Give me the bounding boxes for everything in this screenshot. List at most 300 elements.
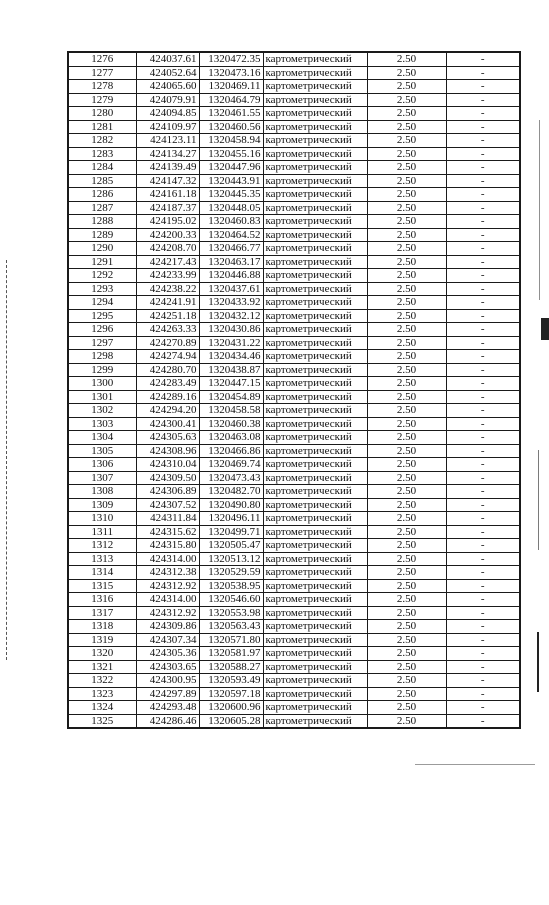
note-cell: -: [446, 215, 520, 229]
table-row: [68, 498, 520, 512]
point-number-cell: 1290: [68, 242, 136, 256]
coordinate-y-cell: 1320466.77: [199, 242, 263, 256]
method-cell: картометрический: [263, 512, 367, 526]
coordinate-x-cell: 424139.49: [136, 161, 199, 175]
point-number-cell: 1313: [68, 552, 136, 566]
coordinate-x-cell: 424312.92: [136, 579, 199, 593]
coordinate-y-cell: 1320593.49: [199, 674, 263, 688]
error-value-cell: 2.50: [367, 52, 446, 66]
table-row: [68, 714, 520, 728]
scan-edge-right-bar: [537, 632, 539, 692]
error-value-cell: 2.50: [367, 566, 446, 580]
coordinate-x-cell: 424310.04: [136, 458, 199, 472]
point-number-cell: 1317: [68, 606, 136, 620]
error-value-cell: 2.50: [367, 242, 446, 256]
point-number-cell: 1320: [68, 647, 136, 661]
method-cell: картометрический: [263, 687, 367, 701]
error-value-cell: 2.50: [367, 674, 446, 688]
error-value-cell: 2.50: [367, 93, 446, 107]
table-row: [68, 296, 520, 310]
note-cell: -: [446, 242, 520, 256]
method-cell: картометрический: [263, 417, 367, 431]
method-cell: картометрический: [263, 107, 367, 121]
coordinate-y-cell: 1320430.86: [199, 323, 263, 337]
point-number-cell: 1309: [68, 498, 136, 512]
point-number-cell: 1294: [68, 296, 136, 310]
coordinate-x-cell: 424308.96: [136, 444, 199, 458]
coordinate-x-cell: 424280.70: [136, 363, 199, 377]
method-cell: картометрический: [263, 552, 367, 566]
error-value-cell: 2.50: [367, 228, 446, 242]
method-cell: картометрический: [263, 620, 367, 634]
coordinate-x-cell: 424294.20: [136, 404, 199, 418]
coordinate-x-cell: 424307.52: [136, 498, 199, 512]
method-cell: картометрический: [263, 228, 367, 242]
note-cell: -: [446, 269, 520, 283]
coordinate-y-cell: 1320438.87: [199, 363, 263, 377]
coordinate-x-cell: 424241.91: [136, 296, 199, 310]
coordinate-x-cell: 424315.80: [136, 539, 199, 553]
method-cell: картометрический: [263, 350, 367, 364]
point-number-cell: 1316: [68, 593, 136, 607]
point-number-cell: 1308: [68, 485, 136, 499]
point-number-cell: 1286: [68, 188, 136, 202]
coordinate-y-cell: 1320538.95: [199, 579, 263, 593]
point-number-cell: 1302: [68, 404, 136, 418]
coordinate-y-cell: 1320458.94: [199, 134, 263, 148]
coordinate-y-cell: 1320464.52: [199, 228, 263, 242]
note-cell: -: [446, 296, 520, 310]
error-value-cell: 2.50: [367, 147, 446, 161]
error-value-cell: 2.50: [367, 282, 446, 296]
note-cell: -: [446, 431, 520, 445]
method-cell: картометрический: [263, 458, 367, 472]
error-value-cell: 2.50: [367, 552, 446, 566]
method-cell: картометрический: [263, 66, 367, 80]
note-cell: -: [446, 80, 520, 94]
point-number-cell: 1301: [68, 390, 136, 404]
note-cell: -: [446, 323, 520, 337]
coordinate-y-cell: 1320472.35: [199, 52, 263, 66]
table-row: [68, 174, 520, 188]
coordinate-y-cell: 1320432.12: [199, 309, 263, 323]
coordinate-x-cell: 424270.89: [136, 336, 199, 350]
point-number-cell: 1325: [68, 714, 136, 728]
point-number-cell: 1310: [68, 512, 136, 526]
coordinate-x-cell: 424283.49: [136, 377, 199, 391]
note-cell: -: [446, 390, 520, 404]
error-value-cell: 2.50: [367, 593, 446, 607]
note-cell: -: [446, 471, 520, 485]
point-number-cell: 1276: [68, 52, 136, 66]
note-cell: -: [446, 444, 520, 458]
error-value-cell: 2.50: [367, 309, 446, 323]
method-cell: картометрический: [263, 161, 367, 175]
table-row: [68, 120, 520, 134]
table-row: [68, 282, 520, 296]
coordinate-x-cell: 424195.02: [136, 215, 199, 229]
coordinate-x-cell: 424306.89: [136, 485, 199, 499]
coordinate-y-cell: 1320455.16: [199, 147, 263, 161]
note-cell: -: [446, 660, 520, 674]
coordinate-y-cell: 1320490.80: [199, 498, 263, 512]
coordinate-x-cell: 424314.00: [136, 552, 199, 566]
table-row: [68, 620, 520, 634]
error-value-cell: 2.50: [367, 714, 446, 728]
coordinate-x-cell: 424200.33: [136, 228, 199, 242]
point-number-cell: 1296: [68, 323, 136, 337]
error-value-cell: 2.50: [367, 269, 446, 283]
coordinate-x-cell: 424233.99: [136, 269, 199, 283]
note-cell: -: [446, 336, 520, 350]
method-cell: картометрический: [263, 80, 367, 94]
table-row: [68, 336, 520, 350]
point-number-cell: 1285: [68, 174, 136, 188]
point-number-cell: 1314: [68, 566, 136, 580]
method-cell: картометрический: [263, 525, 367, 539]
coordinate-x-cell: 424238.22: [136, 282, 199, 296]
point-number-cell: 1278: [68, 80, 136, 94]
error-value-cell: 2.50: [367, 66, 446, 80]
coordinate-y-cell: 1320499.71: [199, 525, 263, 539]
coordinate-x-cell: 424161.18: [136, 188, 199, 202]
error-value-cell: 2.50: [367, 363, 446, 377]
table-row: [68, 687, 520, 701]
error-value-cell: 2.50: [367, 201, 446, 215]
note-cell: -: [446, 579, 520, 593]
method-cell: картометрический: [263, 93, 367, 107]
table-row: [68, 647, 520, 661]
coordinate-y-cell: 1320469.11: [199, 80, 263, 94]
method-cell: картометрический: [263, 282, 367, 296]
coordinate-x-cell: 424309.50: [136, 471, 199, 485]
note-cell: -: [446, 417, 520, 431]
method-cell: картометрический: [263, 444, 367, 458]
coordinate-x-cell: 424274.94: [136, 350, 199, 364]
table-row: [68, 485, 520, 499]
table-row: [68, 323, 520, 337]
table-row: [68, 525, 520, 539]
point-number-cell: 1289: [68, 228, 136, 242]
coordinate-y-cell: 1320600.96: [199, 701, 263, 715]
scan-edge-right-mark: [541, 318, 549, 340]
method-cell: картометрический: [263, 539, 367, 553]
coordinate-y-cell: 1320473.43: [199, 471, 263, 485]
error-value-cell: 2.50: [367, 296, 446, 310]
coordinate-x-cell: 424217.43: [136, 255, 199, 269]
point-number-cell: 1291: [68, 255, 136, 269]
error-value-cell: 2.50: [367, 687, 446, 701]
table-row: [68, 147, 520, 161]
coordinate-x-cell: 424309.86: [136, 620, 199, 634]
note-cell: -: [446, 255, 520, 269]
error-value-cell: 2.50: [367, 120, 446, 134]
point-number-cell: 1288: [68, 215, 136, 229]
coordinates-table-body: [68, 52, 520, 728]
coordinate-x-cell: 424307.34: [136, 633, 199, 647]
coordinate-y-cell: 1320460.83: [199, 215, 263, 229]
error-value-cell: 2.50: [367, 606, 446, 620]
table-row: [68, 633, 520, 647]
table-row: [68, 566, 520, 580]
note-cell: -: [446, 161, 520, 175]
coordinate-x-cell: 424123.11: [136, 134, 199, 148]
note-cell: -: [446, 606, 520, 620]
table-row: [68, 701, 520, 715]
coordinate-x-cell: 424187.37: [136, 201, 199, 215]
table-row: [68, 606, 520, 620]
coordinate-x-cell: 424147.32: [136, 174, 199, 188]
note-cell: -: [446, 201, 520, 215]
note-cell: -: [446, 512, 520, 526]
coordinate-y-cell: 1320597.18: [199, 687, 263, 701]
scan-edge-right-line-upper: [539, 120, 540, 300]
coordinate-x-cell: 424052.64: [136, 66, 199, 80]
coordinate-y-cell: 1320461.55: [199, 107, 263, 121]
coordinate-x-cell: 424286.46: [136, 714, 199, 728]
point-number-cell: 1299: [68, 363, 136, 377]
coordinate-y-cell: 1320546.60: [199, 593, 263, 607]
point-number-cell: 1324: [68, 701, 136, 715]
point-number-cell: 1282: [68, 134, 136, 148]
note-cell: -: [446, 485, 520, 499]
method-cell: картометрический: [263, 660, 367, 674]
coordinate-y-cell: 1320463.08: [199, 431, 263, 445]
coordinate-y-cell: 1320482.70: [199, 485, 263, 499]
coordinate-y-cell: 1320437.61: [199, 282, 263, 296]
method-cell: картометрический: [263, 404, 367, 418]
error-value-cell: 2.50: [367, 620, 446, 634]
point-number-cell: 1279: [68, 93, 136, 107]
table-row: [68, 444, 520, 458]
table-row: [68, 228, 520, 242]
coordinate-y-cell: 1320433.92: [199, 296, 263, 310]
point-number-cell: 1315: [68, 579, 136, 593]
coordinate-y-cell: 1320445.35: [199, 188, 263, 202]
table-row: [68, 593, 520, 607]
note-cell: -: [446, 552, 520, 566]
error-value-cell: 2.50: [367, 336, 446, 350]
method-cell: картометрический: [263, 485, 367, 499]
note-cell: -: [446, 93, 520, 107]
error-value-cell: 2.50: [367, 188, 446, 202]
method-cell: картометрический: [263, 323, 367, 337]
coordinate-x-cell: 424094.85: [136, 107, 199, 121]
note-cell: -: [446, 309, 520, 323]
method-cell: картометрический: [263, 134, 367, 148]
table-row: [68, 512, 520, 526]
coordinate-x-cell: 424305.36: [136, 647, 199, 661]
scan-bottom-line: [415, 764, 535, 765]
table-row: [68, 107, 520, 121]
error-value-cell: 2.50: [367, 431, 446, 445]
table-row: [68, 660, 520, 674]
note-cell: -: [446, 228, 520, 242]
coordinate-x-cell: 424293.48: [136, 701, 199, 715]
error-value-cell: 2.50: [367, 215, 446, 229]
point-number-cell: 1287: [68, 201, 136, 215]
coordinate-x-cell: 424297.89: [136, 687, 199, 701]
method-cell: картометрический: [263, 52, 367, 66]
error-value-cell: 2.50: [367, 485, 446, 499]
point-number-cell: 1305: [68, 444, 136, 458]
error-value-cell: 2.50: [367, 660, 446, 674]
point-number-cell: 1318: [68, 620, 136, 634]
scan-edge-right-line-lower: [538, 450, 539, 550]
method-cell: картометрический: [263, 390, 367, 404]
note-cell: -: [446, 647, 520, 661]
note-cell: -: [446, 404, 520, 418]
coordinate-x-cell: 424289.16: [136, 390, 199, 404]
error-value-cell: 2.50: [367, 525, 446, 539]
method-cell: картометрический: [263, 647, 367, 661]
point-number-cell: 1319: [68, 633, 136, 647]
table-row: [68, 255, 520, 269]
coordinate-y-cell: 1320513.12: [199, 552, 263, 566]
point-number-cell: 1312: [68, 539, 136, 553]
point-number-cell: 1321: [68, 660, 136, 674]
point-number-cell: 1306: [68, 458, 136, 472]
note-cell: -: [446, 714, 520, 728]
table-row: [68, 539, 520, 553]
coordinate-y-cell: 1320447.96: [199, 161, 263, 175]
note-cell: -: [446, 52, 520, 66]
point-number-cell: 1277: [68, 66, 136, 80]
coordinate-x-cell: 424263.33: [136, 323, 199, 337]
note-cell: -: [446, 458, 520, 472]
coordinate-y-cell: 1320466.86: [199, 444, 263, 458]
note-cell: -: [446, 66, 520, 80]
error-value-cell: 2.50: [367, 417, 446, 431]
method-cell: картометрический: [263, 242, 367, 256]
note-cell: -: [446, 147, 520, 161]
coordinate-y-cell: 1320431.22: [199, 336, 263, 350]
method-cell: картометрический: [263, 593, 367, 607]
coordinates-table: [67, 51, 521, 729]
coordinate-y-cell: 1320581.97: [199, 647, 263, 661]
error-value-cell: 2.50: [367, 255, 446, 269]
note-cell: -: [446, 620, 520, 634]
method-cell: картометрический: [263, 296, 367, 310]
method-cell: картометрический: [263, 188, 367, 202]
table-row: [68, 161, 520, 175]
error-value-cell: 2.50: [367, 512, 446, 526]
table-row: [68, 188, 520, 202]
table-row: [68, 458, 520, 472]
coordinate-y-cell: 1320496.11: [199, 512, 263, 526]
table-row: [68, 417, 520, 431]
note-cell: -: [446, 674, 520, 688]
point-number-cell: 1292: [68, 269, 136, 283]
table-row: [68, 93, 520, 107]
point-number-cell: 1311: [68, 525, 136, 539]
coordinate-y-cell: 1320469.74: [199, 458, 263, 472]
coordinate-x-cell: 424037.61: [136, 52, 199, 66]
error-value-cell: 2.50: [367, 404, 446, 418]
method-cell: картометрический: [263, 566, 367, 580]
note-cell: -: [446, 174, 520, 188]
coordinate-y-cell: 1320473.16: [199, 66, 263, 80]
table-row: [68, 309, 520, 323]
point-number-cell: 1295: [68, 309, 136, 323]
note-cell: -: [446, 107, 520, 121]
method-cell: картометрический: [263, 174, 367, 188]
table-row: [68, 80, 520, 94]
table-row: [68, 134, 520, 148]
method-cell: картометрический: [263, 471, 367, 485]
table-row: [68, 579, 520, 593]
table-row: [68, 674, 520, 688]
note-cell: -: [446, 525, 520, 539]
coordinate-y-cell: 1320529.59: [199, 566, 263, 580]
error-value-cell: 2.50: [367, 134, 446, 148]
error-value-cell: 2.50: [367, 458, 446, 472]
note-cell: -: [446, 120, 520, 134]
note-cell: -: [446, 350, 520, 364]
coordinate-y-cell: 1320460.38: [199, 417, 263, 431]
error-value-cell: 2.50: [367, 633, 446, 647]
method-cell: картометрический: [263, 633, 367, 647]
error-value-cell: 2.50: [367, 498, 446, 512]
note-cell: -: [446, 134, 520, 148]
coordinate-y-cell: 1320588.27: [199, 660, 263, 674]
coordinate-x-cell: 424109.97: [136, 120, 199, 134]
table-row: [68, 350, 520, 364]
error-value-cell: 2.50: [367, 444, 446, 458]
coordinate-x-cell: 424305.63: [136, 431, 199, 445]
method-cell: картометрический: [263, 714, 367, 728]
coordinate-x-cell: 424300.95: [136, 674, 199, 688]
method-cell: картометрический: [263, 363, 367, 377]
point-number-cell: 1283: [68, 147, 136, 161]
coordinate-x-cell: 424312.38: [136, 566, 199, 580]
coordinate-y-cell: 1320464.79: [199, 93, 263, 107]
coordinate-y-cell: 1320463.17: [199, 255, 263, 269]
table-row: [68, 52, 520, 66]
note-cell: -: [446, 498, 520, 512]
note-cell: -: [446, 188, 520, 202]
error-value-cell: 2.50: [367, 80, 446, 94]
note-cell: -: [446, 377, 520, 391]
coordinate-y-cell: 1320446.88: [199, 269, 263, 283]
point-number-cell: 1281: [68, 120, 136, 134]
note-cell: -: [446, 566, 520, 580]
method-cell: картометрический: [263, 147, 367, 161]
note-cell: -: [446, 701, 520, 715]
coordinate-y-cell: 1320443.91: [199, 174, 263, 188]
coordinate-x-cell: 424134.27: [136, 147, 199, 161]
table-row: [68, 431, 520, 445]
table-row: [68, 552, 520, 566]
note-cell: -: [446, 539, 520, 553]
table-row: [68, 201, 520, 215]
table-row: [68, 66, 520, 80]
method-cell: картометрический: [263, 255, 367, 269]
table-row: [68, 471, 520, 485]
coordinate-y-cell: 1320454.89: [199, 390, 263, 404]
note-cell: -: [446, 363, 520, 377]
point-number-cell: 1323: [68, 687, 136, 701]
method-cell: картометрический: [263, 674, 367, 688]
point-number-cell: 1304: [68, 431, 136, 445]
error-value-cell: 2.50: [367, 174, 446, 188]
method-cell: картометрический: [263, 431, 367, 445]
coordinate-y-cell: 1320605.28: [199, 714, 263, 728]
point-number-cell: 1280: [68, 107, 136, 121]
table-row: [68, 363, 520, 377]
method-cell: картометрический: [263, 215, 367, 229]
coordinate-x-cell: 424065.60: [136, 80, 199, 94]
